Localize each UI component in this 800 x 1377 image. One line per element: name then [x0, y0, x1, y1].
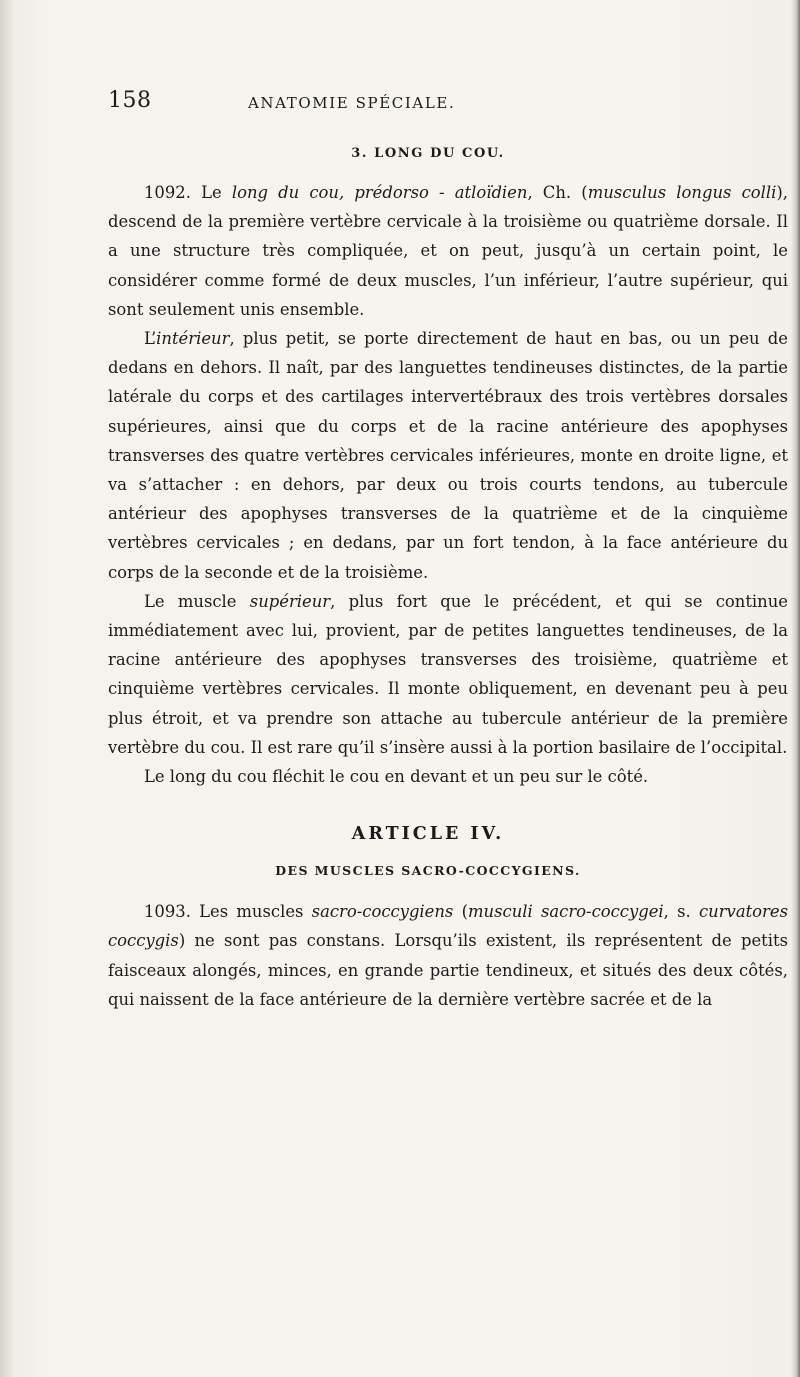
page-content	[108, 140, 788, 1014]
text-run: (	[453, 902, 468, 922]
running-title: ANATOMIE SPÉCIALE.	[248, 94, 456, 112]
text-run: Le muscle	[144, 591, 250, 611]
text-run: 1092. Le	[144, 183, 232, 202]
section-heading: 3. LONG DU COU.	[351, 146, 505, 161]
page-gutter-shadow	[0, 0, 14, 1377]
paragraph	[108, 762, 788, 791]
text-run: , plus petit, se porte directement de haut en bas, ou un peu de dedans en dehors. Il naît, par des languettes tendineuses distinctes, de la partie latérale du corps et des cartilages intervertébraux des trois vertèbres dorsales supérieures, ainsi que du corps et de la racine antérieure des apophyses transverses des quatre vertèbres cervicales inférieures, monte en droite ligne, et va s’attacher : en dehors, par deux ou trois courts tendons, au tubercule antérieur des apophyses transverses de la quatrième et de la cinquième vertèbres cervicales ; en dedans, par un fort tendon, à la face antérieure du corps de la seconde et de la troisième.	[108, 329, 788, 582]
text-run: , s.	[663, 902, 699, 922]
page-number: 158	[108, 88, 152, 113]
italic-text: long du cou, prédorso - atloïdien	[231, 183, 528, 202]
text-run: , plus fort que le précédent, et qui se continue immédiatement avec lui, provient, par de petites languettes tendineuses, de la racine antérieure des apophyses transverses des troisième, quatrième et cinquième vertèbres cervicales. Il monte obliquement, en devenant peu à peu plus étroit, et va prendre son attache au tubercule antérieur de la première vertèbre du cou. Il est rare qu’il s’insère aussi à la portion basilaire de l’occipital.	[108, 591, 788, 757]
italic-text: supérieur	[249, 591, 331, 611]
text-run: , Ch. (	[527, 183, 588, 202]
article-body	[108, 897, 788, 1014]
section-body	[108, 178, 788, 791]
paragraph	[108, 897, 788, 1014]
article-heading: ARTICLE IV.	[351, 824, 505, 845]
text-run: L’	[144, 329, 157, 349]
italic-text: sacro-coccygiens	[311, 902, 454, 922]
italic-text: musculi sacro-coccygei	[468, 902, 664, 922]
paragraph	[108, 587, 788, 762]
paragraph	[108, 324, 788, 587]
text-run: ), descend de la première vertèbre cervicale à la troisième ou quatrième dorsale. Il a une structure très compliquée, et on peut, jusqu’à un certain point, le considérer comme formé de deux muscles, l’un inférieur, l’autre supérieur, qui sont seulement unis ensemble.	[108, 183, 788, 319]
running-head	[108, 88, 758, 118]
paragraph	[108, 178, 788, 324]
text-run: 1093. Les muscles	[144, 902, 312, 922]
italic-text: curvatores coccygis	[108, 902, 788, 951]
italic-text: musculus longus colli	[587, 183, 777, 202]
text-run: Le long du cou fléchit le cou en devant et un peu sur le côté.	[144, 767, 649, 787]
article-subheading: DES MUSCLES SACRO-COCCYGIENS.	[275, 863, 581, 879]
text-run: ) ne sont pas constans. Lorsqu’ils existent, ils représentent de petits faisceaux alongés, minces, en grande partie tendineux, et situés des deux côtés, qui naissent de la face antérieure de la dernière vertèbre sacrée et de la	[108, 931, 788, 1009]
italic-text: intérieur	[156, 329, 230, 349]
page-edge-shadow	[791, 0, 800, 1377]
